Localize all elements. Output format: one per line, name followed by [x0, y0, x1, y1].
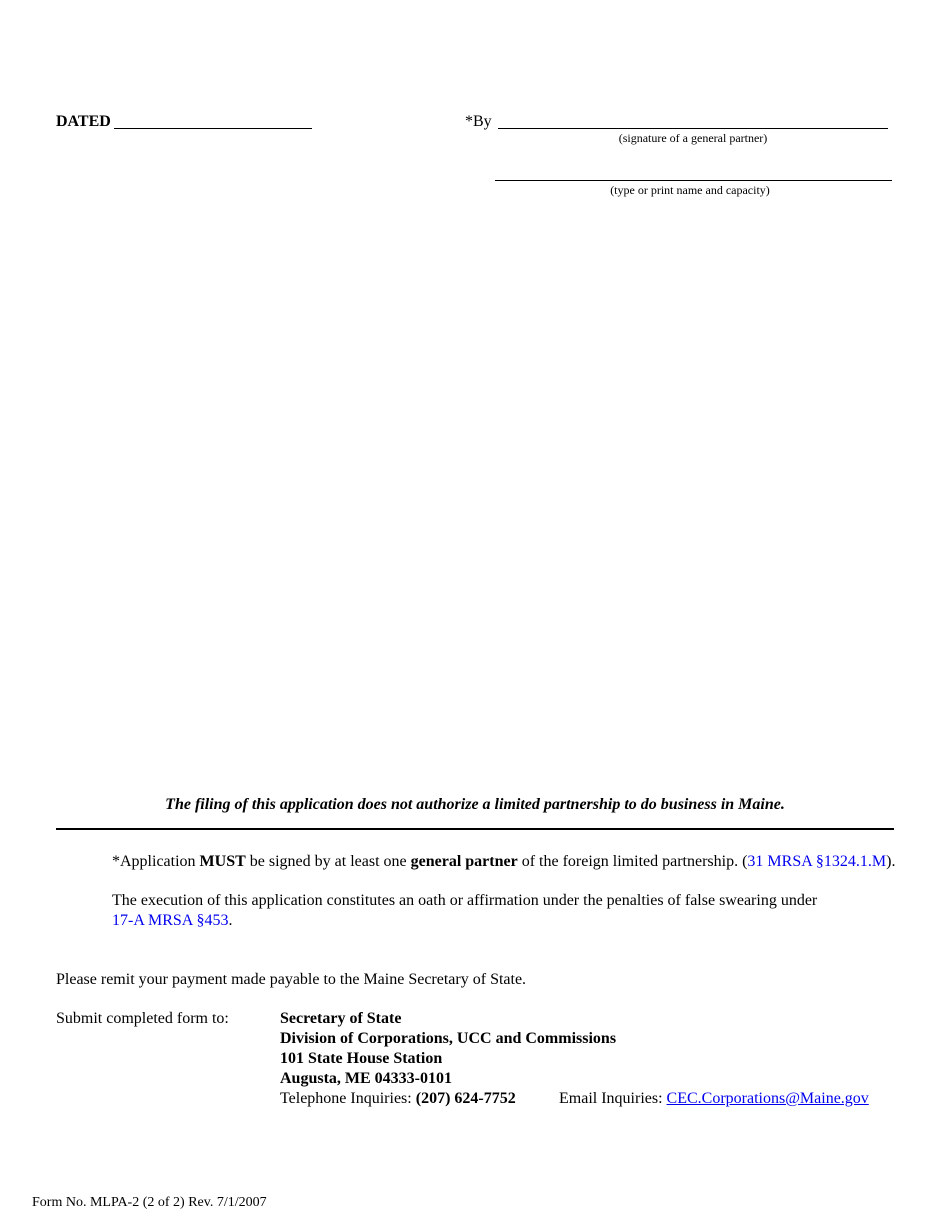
- address-line-4: Augusta, ME 04333-0101: [280, 1070, 453, 1087]
- signing-note-text-3: of the foreign limited partnership. (: [517, 853, 748, 870]
- email-contact: [559, 1089, 869, 1109]
- filing-notice: The filing of this application does not authorize a limited partnership to do business in Maine.: [165, 796, 785, 813]
- signature-line[interactable]: [498, 128, 888, 129]
- divider: [56, 828, 894, 830]
- address-line-3: 101 State House Station: [280, 1050, 443, 1067]
- dated-label: DATED: [56, 113, 111, 130]
- email-label: Email Inquiries:: [559, 1090, 667, 1107]
- oath-note: [112, 891, 872, 931]
- dated-line[interactable]: [114, 128, 312, 129]
- statute-link-453[interactable]: 17-A MRSA §453: [112, 912, 229, 929]
- general-partner-text: general partner: [410, 853, 518, 870]
- signing-note: [112, 852, 895, 872]
- statute-link-1324[interactable]: 31 MRSA §1324.1.M: [747, 853, 887, 870]
- signature-caption: (signature of a general partner): [618, 131, 768, 145]
- address-line-1: Secretary of State: [280, 1010, 402, 1027]
- oath-note-text: The execution of this application constitutes an oath or affirmation under the penalties of false swearing under: [112, 892, 818, 909]
- name-capacity-line[interactable]: [495, 180, 892, 181]
- signing-note-text-2: be signed by at least one: [245, 853, 411, 870]
- by-label: *By: [465, 113, 492, 130]
- telephone-label: Telephone Inquiries:: [280, 1090, 416, 1107]
- signing-note-end: ).: [886, 853, 896, 870]
- form-number: Form No. MLPA-2 (2 of 2) Rev. 7/1/2007: [32, 1195, 267, 1210]
- name-capacity-caption: (type or print name and capacity): [610, 183, 770, 197]
- address-line-2: Division of Corporations, UCC and Commissions: [280, 1030, 617, 1047]
- signing-note-text: *Application: [112, 853, 200, 870]
- oath-note-end: .: [228, 912, 233, 929]
- email-link[interactable]: CEC.Corporations@Maine.gov: [666, 1090, 869, 1107]
- remit-text: Please remit your payment made payable to the Maine Secretary of State.: [56, 971, 527, 988]
- telephone-number: (207) 624-7752: [415, 1090, 516, 1107]
- must-text: MUST: [199, 853, 246, 870]
- submit-label: Submit completed form to:: [56, 1010, 229, 1027]
